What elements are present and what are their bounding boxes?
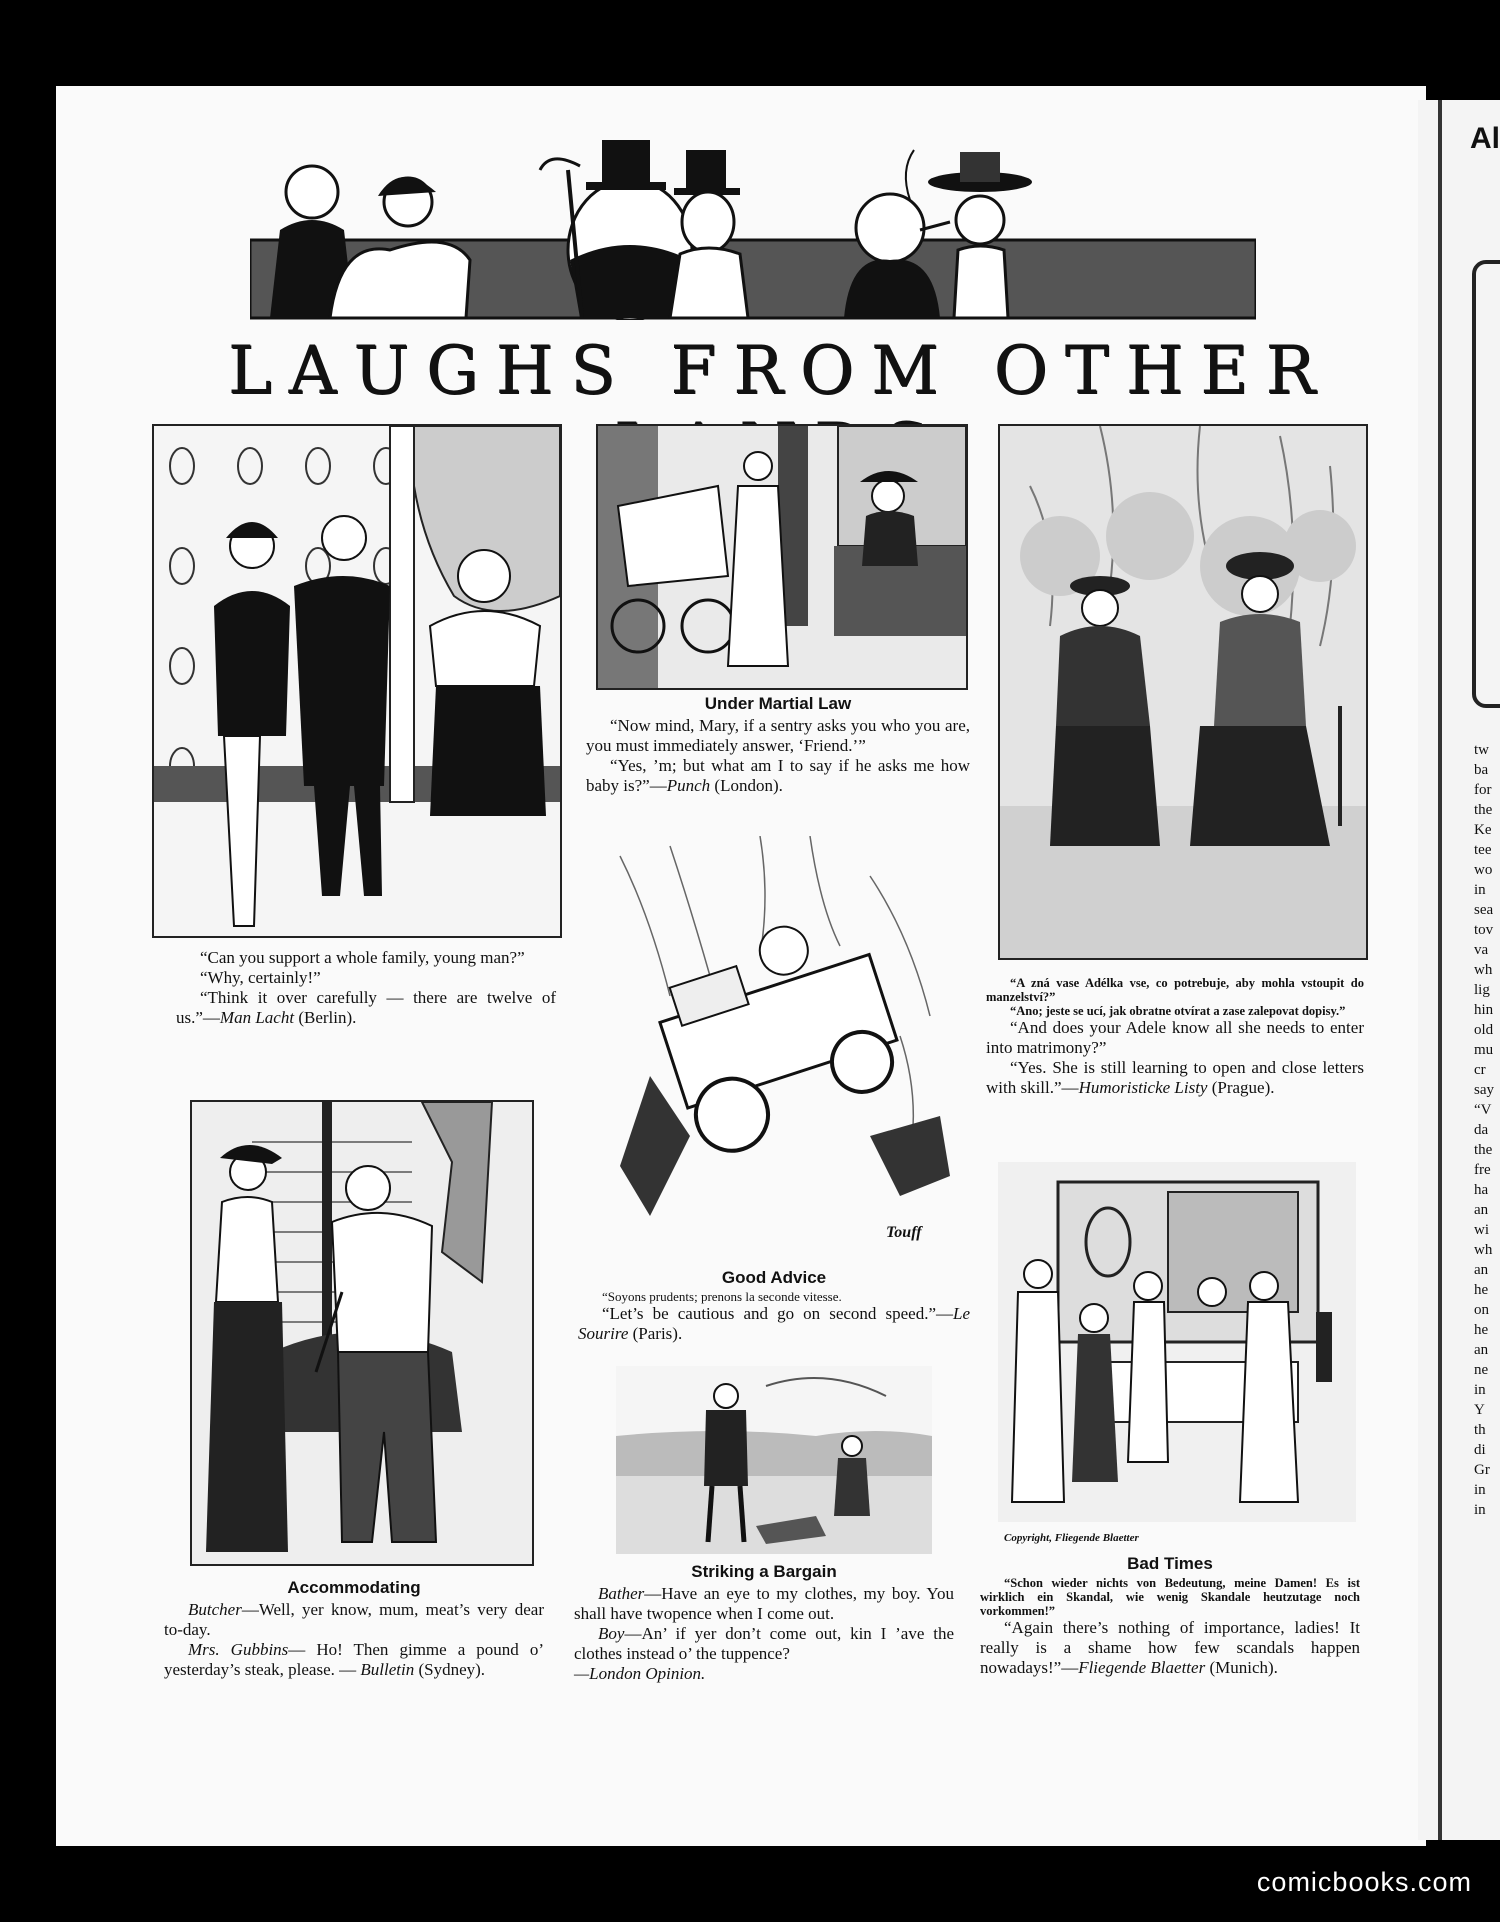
speaker: Bather [598, 1584, 645, 1603]
joke-line: Boy—An’ if yer don’t come out, kin I ’ave the clothes instead o’ the tuppence? [574, 1624, 954, 1663]
adjacent-page-line: cr [1474, 1062, 1486, 1078]
adjacent-page-line: “V [1474, 1102, 1492, 1118]
adjacent-page-line: ne [1474, 1362, 1489, 1378]
speaker: Butcher [188, 1600, 242, 1619]
adjacent-page-line: wh [1474, 962, 1493, 978]
illustration-motorcar [610, 836, 950, 1260]
source-place: (Munich). [1209, 1658, 1278, 1677]
page-title: LAUGHS FROM OTHER [227, 332, 1333, 409]
joke-line: “Now mind, Mary, if a sentry asks you who you are, you must immediately answer, ‘Friend.’” [586, 716, 970, 755]
adjacent-page-line: fre [1474, 1162, 1491, 1178]
joke-line: “And does your Adele know all she needs to enter into matrimony?” [986, 1018, 1364, 1057]
joke-adele-text [986, 976, 1364, 1098]
caption-title: Under Martial Law [704, 694, 852, 713]
speaker: Boy [598, 1624, 625, 1643]
caption-title: Good Advice [721, 1268, 827, 1287]
caption-title: Accommodating [287, 1578, 421, 1597]
adjacent-page-line: for [1474, 782, 1492, 798]
adjacent-page-line: he [1474, 1282, 1489, 1298]
watermark: comicbooks.com [1256, 1867, 1472, 1897]
adjacent-page-line: wi [1474, 1222, 1489, 1238]
caption-title: Striking a Bargain [691, 1562, 837, 1581]
illustration-garden-ladies [998, 424, 1368, 960]
adjacent-page-line: mu [1474, 1042, 1494, 1058]
illustration-tea-ladies [998, 1162, 1356, 1522]
joke-line: “Again there’s nothing of importance, ladies! It really is a shame how few scandals happen nowadays!”—Fliegende Blaetter (Munich). [980, 1618, 1360, 1677]
foreign-original: “A zná vase Adélka vse, co potrebuje, aby mohla vstoupit do manzelství?” [986, 976, 1364, 1004]
adjacent-page-line: va [1474, 942, 1489, 958]
adjacent-page-edge [1418, 100, 1500, 1840]
adjacent-page-line: tw [1474, 742, 1489, 758]
foreign-original: “Ano; jeste se ucí, jak obratne otvírat a zase zalepovat dopisy.” [1010, 1004, 1346, 1018]
joke-martial-text [586, 694, 970, 796]
adjacent-page-line: di [1474, 1442, 1486, 1458]
joke-line: “Yes, ’m; but what am I to say if he asks me how baby is?”—Punch (London). [586, 756, 970, 795]
joke-line: Bather—Have an eye to my clothes, my boy. You shall have twopence when I come out. [574, 1584, 954, 1623]
source-title: Man Lacht [219, 1008, 295, 1027]
joke-line: “Can you support a whole family, young man?” [200, 948, 525, 967]
foreign-original: “Schon wieder nichts von Bedeutung, meine Damen! Es ist wirklich ein Skandal, wie wenig Skandale heutzutage noch vorkommen!” [980, 1576, 1360, 1618]
source-title: Humoristicke Listy [1078, 1078, 1208, 1097]
adjacent-page-line: hin [1474, 1002, 1494, 1018]
joke-bargain-text [574, 1562, 954, 1684]
joke-line: “Let’s be cautious and go on second speed.”—Le Sourire (Paris). [578, 1304, 970, 1343]
adjacent-page-line: in [1474, 1382, 1486, 1398]
adjacent-page-frame [1472, 260, 1500, 708]
joke-line: Butcher—Well, yer know, mum, meat’s very dear to-day. [164, 1600, 544, 1639]
adjacent-page-line: in [1474, 882, 1486, 898]
adjacent-page-line: an [1474, 1342, 1489, 1358]
source-title: Punch [666, 776, 711, 795]
adjacent-page-heading: Al [1470, 122, 1500, 155]
joke-line: Mrs. Gubbins— Ho! Then gimme a pound o’ yesterday’s steak, please. — Bulletin (Sydney). [164, 1640, 544, 1679]
adjacent-page-line: tee [1474, 842, 1492, 858]
joke-advice-text [578, 1268, 970, 1344]
adjacent-page-line: sea [1474, 902, 1494, 918]
adjacent-page-line: old [1474, 1022, 1494, 1038]
adjacent-page-line: Ke [1474, 822, 1492, 838]
caption-title: Bad Times [1127, 1554, 1213, 1573]
source-place: (Berlin). [298, 1008, 357, 1027]
source-place: (Prague). [1211, 1078, 1275, 1097]
adjacent-page-text-column [1474, 740, 1500, 1520]
joke-badtimes-text [980, 1554, 1360, 1678]
illustration-bather [616, 1366, 932, 1554]
joke-family-text [176, 948, 556, 1028]
source-place: (Paris). [632, 1324, 683, 1343]
source-title: —London Opinion. [574, 1664, 706, 1683]
speaker: Mrs. Gubbins [188, 1640, 289, 1659]
adjacent-page-line: in [1474, 1502, 1486, 1518]
adjacent-page-line: wh [1474, 1242, 1493, 1258]
joke-line: “Yes. She is still learning to open and close letters with skill.”—Humoristicke Listy (Prague). [986, 1058, 1364, 1097]
adjacent-page-line: Y [1474, 1402, 1485, 1418]
adjacent-page-line: Gr [1474, 1462, 1490, 1478]
adjacent-page-line: ba [1474, 762, 1489, 778]
artist-signature: Touff [886, 1224, 922, 1241]
adjacent-page-line: da [1474, 1122, 1489, 1138]
source-title: Le Sourire [578, 1304, 970, 1343]
adjacent-page-line: an [1474, 1262, 1489, 1278]
adjacent-page-line: an [1474, 1202, 1489, 1218]
adjacent-page-line: ha [1474, 1182, 1489, 1198]
source-title: Fliegende Blaetter [1078, 1658, 1206, 1677]
illustration-butcher [190, 1100, 534, 1566]
source-place: (London). [714, 776, 783, 795]
adjacent-page-line: the [1474, 1142, 1493, 1158]
joke-line: “Think it over carefully — there are twelve of us.”—Man Lacht (Berlin). [176, 988, 556, 1027]
joke-accommodating-text [164, 1578, 544, 1680]
illustration-family [152, 424, 562, 938]
adjacent-page-line: lig [1474, 982, 1490, 998]
adjacent-page-line: say [1474, 1082, 1494, 1098]
source-place: (Sydney). [418, 1660, 486, 1679]
header-banner-illustration [250, 130, 1256, 320]
adjacent-page-line: he [1474, 1322, 1489, 1338]
adjacent-page-line: in [1474, 1482, 1486, 1498]
adjacent-page-line: the [1474, 802, 1493, 818]
adjacent-page-line: wo [1474, 862, 1493, 878]
illustration-nursemaid [596, 424, 968, 690]
adjacent-page-line: th [1474, 1422, 1486, 1438]
adjacent-page-line: on [1474, 1302, 1489, 1318]
source-title: Bulletin [360, 1660, 415, 1679]
page-gutter [1438, 100, 1442, 1840]
copyright-credit: Copyright, Fliegende Blaetter [1004, 1532, 1139, 1544]
foreign-original: “Soyons prudents; prenons la seconde vitesse. [602, 1289, 842, 1304]
joke-line: “Why, certainly!” [200, 968, 321, 987]
adjacent-page-line: tov [1474, 922, 1494, 938]
